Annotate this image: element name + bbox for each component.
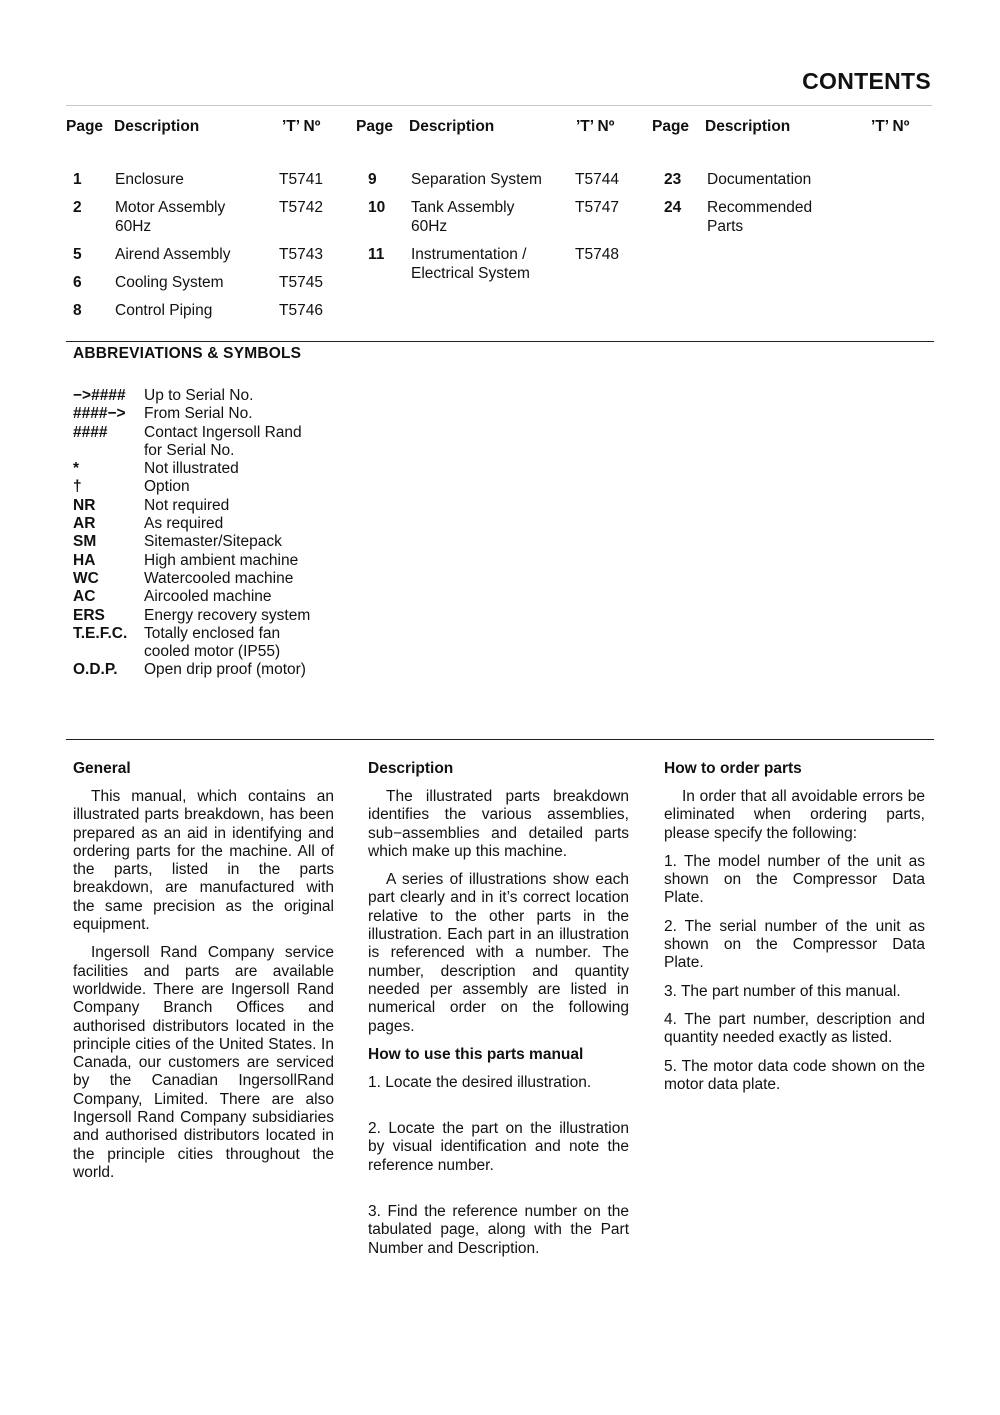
abbreviation-item: [73, 387, 393, 405]
abbreviation-meaning: Contact Ingersoll Rand for Serial No.: [144, 423, 302, 459]
contents-column-1: [66, 118, 356, 319]
row-page: 2: [73, 199, 82, 216]
row-tno: T5742: [279, 199, 323, 216]
howto-step-3: 3. Find the reference number on the tabulated page, along with the Part Number and Description.: [368, 1203, 629, 1257]
header-page: Page: [652, 118, 690, 135]
abbreviation-code: O.D.P.: [73, 661, 118, 679]
abbreviation-item: [73, 661, 393, 679]
contents-column-2: [356, 118, 646, 282]
abbreviation-meaning: Watercooled machine: [144, 569, 294, 587]
row-description: Instrumentation / Electrical System: [411, 246, 530, 282]
row-description: Tank Assembly 60Hz: [411, 199, 515, 235]
contents-header: [66, 118, 356, 138]
abbreviation-item: [73, 478, 393, 496]
contents-header: [652, 118, 942, 138]
header-tno: ’T’ Nº: [871, 118, 910, 135]
abbreviation-item: [73, 552, 393, 570]
row-description: Cooling System: [115, 274, 224, 291]
order-step-3: 3. The part number of this manual.: [664, 982, 901, 1000]
general-section: [73, 760, 334, 1192]
howto-step-2: 2. Locate the part on the illustration by visual identification and note the reference number.: [368, 1120, 629, 1174]
row-page: 6: [73, 274, 82, 291]
abbreviation-item: [73, 405, 393, 423]
order-step-2: 2. The serial number of the unit as shown on the Compressor Data Plate.: [664, 917, 925, 972]
abbreviation-item: [73, 515, 393, 533]
abbreviation-item: [73, 497, 393, 515]
header-description: Description: [114, 118, 200, 135]
abbreviation-meaning: Up to Serial No.: [144, 387, 254, 404]
abbreviations-title: ABBREVIATIONS & SYMBOLS: [73, 345, 302, 362]
header-page: Page: [356, 118, 394, 135]
abbreviation-code: HA: [73, 551, 96, 569]
header-description: Description: [409, 118, 495, 135]
row-page: 9: [368, 171, 377, 188]
abbreviation-code: ####: [73, 423, 108, 441]
abbreviation-item: [73, 424, 393, 461]
abbreviation-meaning: From Serial No.: [144, 405, 253, 423]
abbreviation-item: [73, 460, 393, 478]
abbreviation-code: WC: [73, 569, 99, 587]
general-paragraph-2: Ingersoll Rand Company service facilities and parts are available worldwide. There are Ingersoll Rand Company Branch Offices and authorised distributors located in the principle cities of the United States. In Canada, our customers are serviced by the Canadian IngersollRand Company, Limited. There are also Ingersoll Rand Company subsidiaries and authorised distributors located in the principle cities throughout the world.: [73, 944, 334, 1181]
abbreviation-meaning: Open drip proof (motor): [144, 661, 306, 679]
order-step-1: 1. The model number of the unit as shown on the Compressor Data Plate.: [664, 852, 925, 907]
row-tno: T5747: [575, 199, 619, 216]
row-tno: T5746: [279, 302, 323, 319]
row-page: 23: [664, 171, 682, 188]
body-divider: [66, 739, 934, 740]
abbreviation-code: NR: [73, 496, 96, 514]
contents-column-3: [652, 118, 942, 235]
order-step-5: 5. The motor data code shown on the motor data plate.: [664, 1057, 925, 1093]
abbreviation-item: [73, 588, 393, 606]
abbreviation-meaning: Not illustrated: [144, 460, 239, 478]
abbreviation-code: −>####: [73, 387, 126, 404]
contents-header: [356, 118, 646, 138]
spacer: [368, 1102, 629, 1120]
abbreviation-code: AC: [73, 588, 96, 606]
row-description: Separation System: [411, 171, 542, 188]
row-page: 8: [73, 302, 82, 319]
abbreviations-list: [73, 387, 393, 680]
title-divider: [66, 105, 932, 106]
row-page: 24: [664, 199, 682, 216]
row-page: 1: [73, 171, 82, 188]
row-page: 11: [368, 246, 385, 263]
order-step-4: 4. The part number, description and quantity needed exactly as listed.: [664, 1010, 925, 1047]
abbreviation-item: [73, 607, 393, 625]
abbreviation-code: AR: [73, 515, 96, 533]
contents-divider: [66, 341, 934, 342]
abbreviation-code: †: [73, 478, 82, 496]
spacer: [368, 1185, 629, 1203]
howto-heading: How to use this parts manual: [368, 1045, 584, 1063]
header-page: Page: [66, 118, 104, 135]
description-paragraph-2: A series of illustrations show each part clearly and in it’s correct location relative to the other parts in the illustration. Each part in an illustration is referenced with a number. The number, description and quantity needed per assembly are listed in numerical order on the following pages.: [368, 871, 629, 1035]
abbreviation-code: T.E.F.C.: [73, 624, 128, 642]
abbreviation-code: ERS: [73, 606, 105, 624]
row-tno: T5745: [279, 274, 323, 291]
abbreviation-meaning: Sitemaster/Sitepack: [144, 533, 282, 551]
abbreviation-code: *: [73, 460, 80, 478]
description-section: [368, 760, 629, 1268]
abbreviation-meaning: As required: [144, 515, 224, 533]
row-tno: T5741: [279, 171, 323, 188]
order-section: [664, 760, 925, 1104]
header-description: Description: [705, 118, 791, 135]
abbreviation-item: [73, 533, 393, 551]
abbreviation-item: [73, 570, 393, 588]
order-paragraph: In order that all avoidable errors be eliminated when ordering parts, please specify the following:: [664, 788, 925, 842]
abbreviation-meaning: Aircooled machine: [144, 588, 272, 606]
row-description: Airend Assembly: [115, 246, 231, 263]
abbreviation-item: [73, 625, 393, 662]
page-title: CONTENTS: [802, 68, 931, 94]
header-tno: ’T’ Nº: [282, 118, 321, 135]
description-heading: Description: [368, 760, 454, 777]
row-page: 10: [368, 199, 386, 216]
abbreviation-code: SM: [73, 533, 97, 551]
row-tno: T5743: [279, 246, 323, 263]
row-page: 5: [73, 246, 82, 263]
row-tno: T5744: [575, 171, 619, 188]
row-description: Recommended Parts: [707, 199, 813, 235]
header-tno: ’T’ Nº: [576, 118, 615, 135]
abbreviation-meaning: Totally enclosed fan cooled motor (IP55): [144, 624, 289, 661]
abbreviation-code: ####−>: [73, 405, 126, 423]
row-description: Enclosure: [115, 171, 184, 188]
general-heading: General: [73, 760, 131, 777]
abbreviation-meaning: Option: [144, 478, 190, 496]
order-heading: How to order parts: [664, 760, 802, 777]
general-paragraph-1: This manual, which contains an illustrated parts breakdown, has been prepared as an aid in identifying and ordering parts for the machine. All of the parts, listed in the parts breakdown, are manufactured with the same precision as the original equipment.: [73, 788, 334, 934]
abbreviation-meaning: Energy recovery system: [144, 606, 311, 624]
abbreviation-meaning: Not required: [144, 496, 230, 514]
howto-step-1: 1. Locate the desired illustration.: [368, 1073, 592, 1091]
row-description: Motor Assembly 60Hz: [115, 199, 226, 235]
abbreviation-meaning: High ambient machine: [144, 551, 299, 569]
row-tno: T5748: [575, 246, 619, 263]
description-paragraph-1: The illustrated parts breakdown identifies the various assemblies, sub−assemblies and detailed parts which make up this machine.: [368, 788, 629, 860]
row-description: Control Piping: [115, 302, 213, 319]
row-description: Documentation: [707, 171, 812, 188]
